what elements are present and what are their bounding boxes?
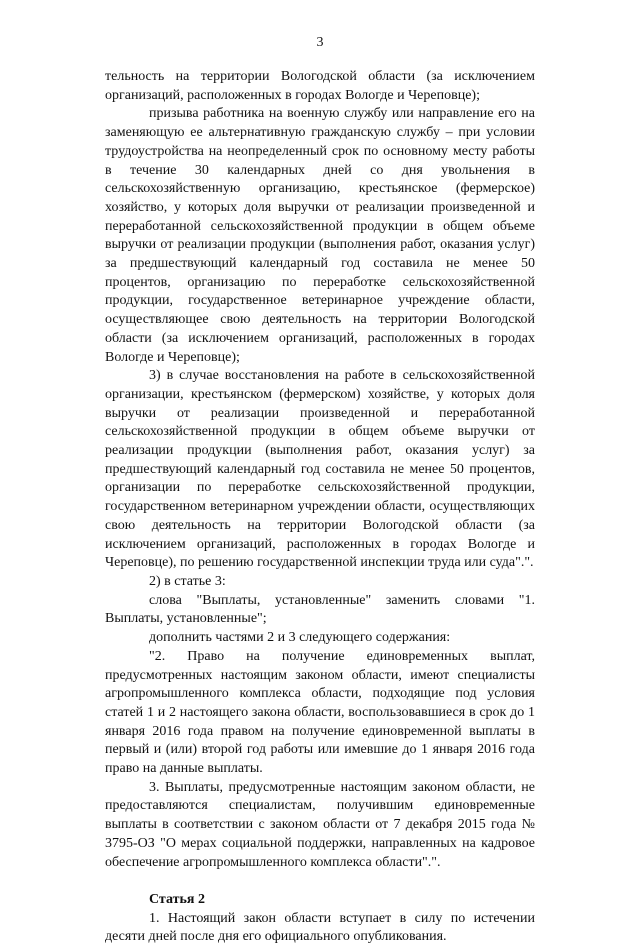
paragraph: слова "Выплаты, установленные" заменить словами "1. Выплаты, установленные"; <box>105 592 535 627</box>
article-heading: Статья 2 <box>149 891 205 907</box>
paragraph: призыва работника на военную службу или направление его на заменяющую ее альтернативную гражданскую службу – при условии трудоустройства на неопределенный срок по основному месту работы в течение 30 календарных дней со дня увольнения в сельскохозяйственную организацию, крестьянское (фермерское) хозяйство, у которых доля выручки от реализации произведенной и переработанной сельскохозяйственной продукции в общем объеме выручки от реализации продукции (выполнения работ, оказания услуг) за предшествующий календарный год составила не менее 50 процентов, организацию по переработке сельскохозяйственной продукции, государственное ветеринарное учреждение области, осуществляющее свою деятельность на территории Вологодской области (за исключением организаций, расположенных в городах Вологде и Череповце); <box>105 106 535 365</box>
paragraph: 2) в статье 3: <box>149 573 226 589</box>
paragraph: 1. Настоящий закон области вступает в силу по истечении десяти дней после дня его официального опубликования. <box>105 910 535 945</box>
document-body <box>105 68 535 947</box>
paragraph: 3) в случае восстановления на работе в сельскохозяйственной организации, крестьянском (фермерском) хозяйстве, у которых доля выручки от реализации произведенной и переработанной сельскохозяйственной продукции в общем объеме выручки от реализации продукции (выполнения работ, оказания услуг) за предшествующий календарный год составила не менее 50 процентов, организации по переработке сельскохозяйственной продукции, государственном ветеринарном учреждении области, осуществляющих свою деятельность на территории Вологодской области (за исключением организаций, расположенных в городах Вологде и Череповце), по решению государственной инспекции труда или суда".". <box>105 368 535 571</box>
blank-line <box>105 872 535 891</box>
paragraph: тельность на территории Вологодской области (за исключением организаций, расположенных в городах Вологде и Череповце); <box>105 69 535 103</box>
page-number: 3 <box>316 35 324 50</box>
paragraph: дополнить частями 2 и 3 следующего содержания: <box>149 630 451 646</box>
paragraph: 3. Выплаты, предусмотренные настоящим законом области, не предоставляются специалистам, получившим единовременные выплаты в соответствии с законом области от 7 декабря 2015 года № 3795-ОЗ "О мерах социальной поддержки, направленных на кадровое обеспечение агропромышленного комплекса области".". <box>105 779 535 870</box>
paragraph: "2. Право на получение единовременных выплат, предусмотренных настоящим законом области, имеют специалисты агропромышленного комплекса области, подходящие под условия статей 1 и 2 настоящего закона области, воспользовавшиеся в срок до 1 января 2016 года правом на получение единовременной выплаты в первый и (или) второй год работы или имевшие до 1 января 2016 года право на данные выплаты. <box>105 648 535 777</box>
